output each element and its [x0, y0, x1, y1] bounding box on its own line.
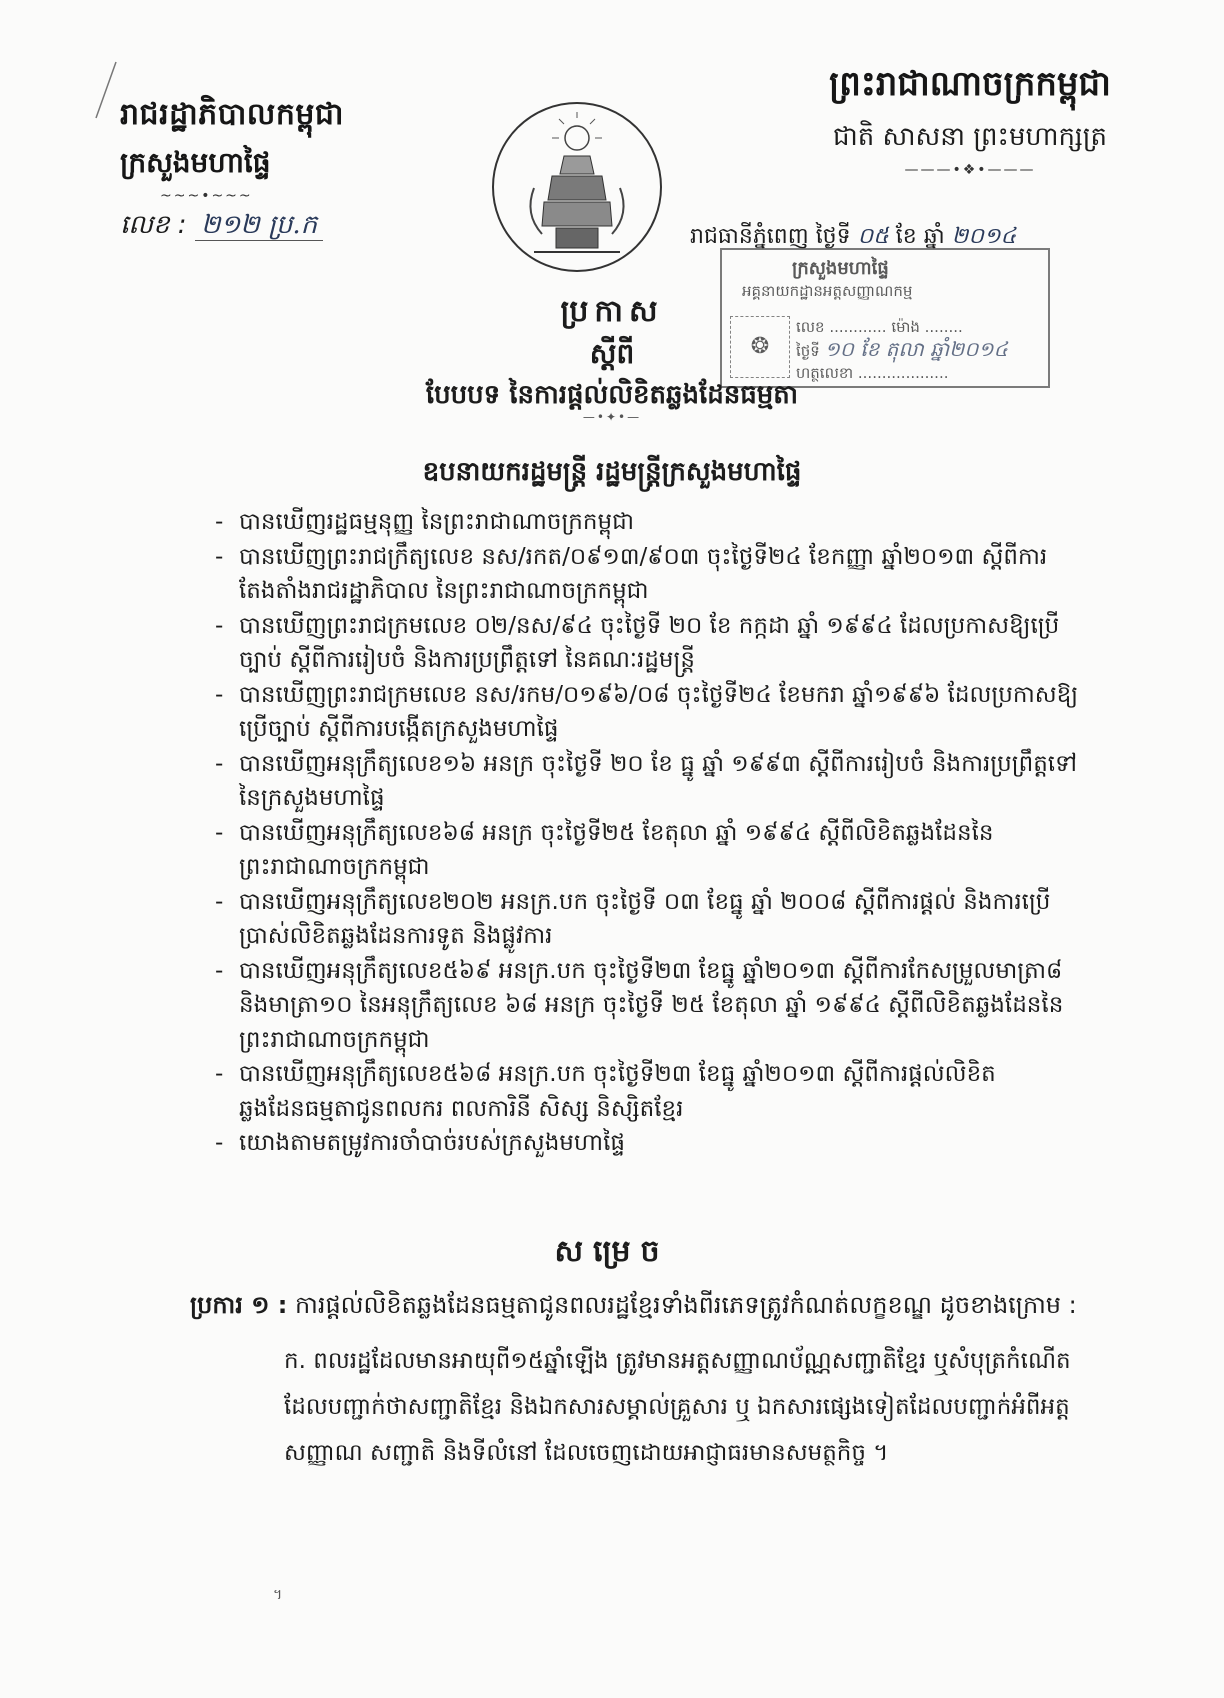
date-day: ០៥: [857, 224, 889, 249]
list-item: - បានឃើញអនុក្រឹត្យលេខ៥៦៩ អនក្រ.បក ចុះថ្ងៃទី២៣ ខែធ្នូ ឆ្នាំ២០១៣ ស្តីពីការកែសម្រួលមាត្រា៨ និងមាត្រា១០ នៃអនុក្រឹត្យលេខ ៦៨ អនក្រ ចុះថ្ងៃទី ២៥ ខែតុលា ឆ្នាំ ១៩៩៤ ស្តីពីលិខិតឆ្លងដែននៃព្រះរាជាណាចក្រកម្ពុជា: [215, 957, 1064, 1053]
kingdom-block: [770, 62, 1170, 178]
decision-heading: សម្រេច: [554, 1234, 670, 1269]
list-item-text: បានឃើញអនុក្រឹត្យលេខ៦៨ អនក្រ ចុះថ្ងៃទី២៥ ខែតុលា ឆ្នាំ ១៩៩៤ ស្តីពីលិខិតឆ្លងដែននៃព្រះរាជាណាចក្រកម្ពុជា: [239, 819, 994, 880]
list-item-text: បានឃើញអនុក្រឹត្យលេខ១៦ អនក្រ ចុះថ្ងៃទី ២០ ខែ ធ្នូ ឆ្នាំ ១៩៩៣ ស្តីពីការរៀបចំ និងការប្រព្រឹត្តទៅ នៃក្រសួងមហាផ្ទៃ: [239, 750, 1078, 811]
ornament: —•✦•—: [582, 410, 642, 424]
list-item-text: បានឃើញព្រះរាជក្រមលេខ ០២/នស/៩៤ ចុះថ្ងៃទី ២០ ខែ កក្កដា ឆ្នាំ ១៩៩៤ ដែលប្រកាសឱ្យប្រើច្បាប់ ស្តីពីការរៀបចំ និងការប្រព្រឹត្តទៅ នៃគណៈរដ្ឋមន្ត្រី: [239, 612, 1060, 673]
considerations-list: [215, 505, 1085, 1161]
article-1-item-a: ក. ពលរដ្ឋដែលមានអាយុពី១៥ឆ្នាំឡើង ត្រូវមានអត្តសញ្ញាណប័ណ្ណសញ្ជាតិខ្មែរ ឬសំបុត្រកំណើតដែលបញ្ជាក់ថាសញ្ជាតិខ្មែរ និងឯកសារសម្គាល់គ្រួសារ ឬ ឯកសារផ្សេងទៀតដែលបញ្ជាក់អំពីអត្តសញ្ញាណ សញ្ជាតិ និងទីលំនៅ ដែលចេញដោយអាជ្ញាធរមានសមត្ថកិច្ច ។: [284, 1348, 1071, 1466]
list-item: - បានឃើញអនុក្រឹត្យលេខ៦៨ អនក្រ ចុះថ្ងៃទី២៥ ខែតុលា ឆ្នាំ ១៩៩៤ ស្តីពីលិខិតឆ្លងដែននៃព្រះរាជាណាចក្រកម្ពុជា: [215, 819, 994, 880]
issuer-block: [120, 95, 380, 246]
list-item-text: បានឃើញអនុក្រឹត្យលេខ៥៦៨ អនក្រ.បក ចុះថ្ងៃទី២៣ ខែធ្នូ ឆ្នាំ២០១៣ ស្តីពីការផ្តល់លិខិតឆ្លងដែនធម្មតាជូនពលករ ពលការិនី សិស្ស និស្សិតខ្មែរ: [239, 1061, 996, 1122]
date-year-label: ឆ្នាំ: [923, 224, 945, 249]
kingdom-name: ព្រះរាជាណាចក្រកម្ពុជា: [829, 64, 1111, 104]
date-month-label: ខែ: [895, 224, 917, 249]
reference-value: ២១២ ប្រ.ក: [195, 210, 323, 241]
list-item: - យោងតាមតម្រូវការចាំបាច់របស់ក្រសួងមហាផ្ទៃ: [215, 1130, 625, 1156]
ministry-name: ក្រសួងមហាផ្ទៃ: [120, 146, 271, 179]
list-item-text: យោងតាមតម្រូវការចាំបាច់របស់ក្រសួងមហាផ្ទៃ: [239, 1130, 625, 1156]
article-text: ការផ្តល់លិខិតឆ្លងដែនធម្មតាជូនពលរដ្ឋខ្មែរទាំងពីរភេទត្រូវកំណត់លក្ខខណ្ឌ ដូចខាងក្រោម :: [294, 1291, 1077, 1319]
list-item: - បានឃើញព្រះរាជក្រមលេខ ០២/នស/៩៤ ចុះថ្ងៃទី ២០ ខែ កក្កដា ឆ្នាំ ១៩៩៤ ដែលប្រកាសឱ្យប្រើច្បាប់ ស្តីពីការរៀបចំ និងការប្រព្រឹត្តទៅ នៃគណៈរដ្ឋមន្ត្រី: [215, 612, 1060, 673]
title-about: ស្តីពី: [589, 337, 635, 370]
list-item: - បានឃើញព្រះរាជក្រឹត្យលេខ នស/រកត/០៩១៣/៩០៣ ចុះថ្ងៃទី២៤ ខែកញ្ញា ឆ្នាំ២០១៣ ស្តីពីការតែងតាំងរាជរដ្ឋាភិបាល នៃព្រះរាជាណាចក្រកម្ពុជា: [215, 543, 1048, 604]
list-item: - បានឃើញអនុក្រឹត្យលេខ៥៦៨ អនក្រ.បក ចុះថ្ងៃទី២៣ ខែធ្នូ ឆ្នាំ២០១៣ ស្តីពីការផ្តល់លិខិតឆ្លងដែនធម្មតាជូនពលករ ពលការិនី សិស្ស និស្សិតខ្មែរ: [215, 1061, 996, 1122]
list-item-text: បានឃើញរដ្ឋធម្មនុញ្ញ នៃព្រះរាជាណាចក្រកម្ពុជា: [239, 509, 634, 535]
stamp-date-label: ថ្ងៃទី: [796, 342, 820, 360]
date-place: រាជធានីភ្នំពេញ ថ្ងៃទី: [690, 224, 851, 249]
document-subject: បែបបទ នៃការផ្តល់លិខិតឆ្លងដែនធម្មតា: [425, 380, 799, 410]
article-1: [190, 1288, 1110, 1322]
stamp-line-number: លេខ ............ ម៉ោង ........: [796, 318, 963, 336]
reference-number: [120, 208, 380, 246]
government-name: រាជរដ្ឋាភិបាលកម្ពុជា: [120, 97, 344, 132]
stamp-line-signature: ហត្ថលេខា ...................: [796, 364, 949, 382]
date-year: ២០១៤: [951, 224, 1017, 249]
stamp-logo-icon: ❂: [730, 316, 790, 378]
list-item: - បានឃើញព្រះរាជក្រមលេខ នស/រកម/០១៩៦/០៨ ចុះថ្ងៃទី២៤ ខែមករា ឆ្នាំ១៩៩៦ ដែលប្រកាសឱ្យប្រើច្បាប់ ស្តីពីការបង្កើតក្រសួងមហាផ្ទៃ: [215, 681, 1079, 742]
list-item: - បានឃើញអនុក្រឹត្យលេខ១៦ អនក្រ ចុះថ្ងៃទី ២០ ខែ ធ្នូ ឆ្នាំ ១៩៩៣ ស្តីពីការរៀបចំ និងការប្រព្រឹត្តទៅ នៃក្រសួងមហាផ្ទៃ: [215, 750, 1078, 811]
royal-emblem-icon: [492, 102, 662, 272]
list-item-text: បានឃើញអនុក្រឹត្យលេខ៥៦៩ អនក្រ.បក ចុះថ្ងៃទី២៣ ខែធ្នូ ឆ្នាំ២០១៣ ស្តីពីការកែសម្រួលមាត្រា៨ និងមាត្រា១០ នៃអនុក្រឹត្យលេខ ៦៨ អនក្រ ចុះថ្ងៃទី ២៥ ខែតុលា ឆ្នាំ ១៩៩៤ ស្តីពីលិខិតឆ្លងដែននៃព្រះរាជាណាចក្រកម្ពុជា: [239, 957, 1064, 1053]
ornament: ~~~•~~~: [160, 188, 253, 204]
footer-mark: ។: [273, 1587, 283, 1603]
ornament: ———•❖•———: [904, 162, 1036, 178]
list-item-text: បានឃើញព្រះរាជក្រមលេខ នស/រកម/០១៩៦/០៨ ចុះថ្ងៃទី២៤ ខែមករា ឆ្នាំ១៩៩៦ ដែលប្រកាសឱ្យប្រើច្បាប់ ស្តីពីការបង្កើតក្រសួងមហាផ្ទៃ: [239, 681, 1079, 742]
list-item: - បានឃើញរដ្ឋធម្មនុញ្ញ នៃព្រះរាជាណាចក្រកម្ពុជា: [215, 509, 634, 535]
list-item-text: បានឃើញព្រះរាជក្រឹត្យលេខ នស/រកត/០៩១៣/៩០៣ ចុះថ្ងៃទី២៤ ខែកញ្ញា ឆ្នាំ២០១៣ ស្តីពីការតែងតាំងរាជរដ្ឋាភិបាល នៃព្រះរាជាណាចក្រកម្ពុជា: [239, 543, 1048, 604]
document-type: ប្រកាស: [560, 294, 664, 329]
list-item: - បានឃើញអនុក្រឹត្យលេខ២០២ អនក្រ.បក ចុះថ្ងៃទី ០៣ ខែធ្នូ ឆ្នាំ ២០០៨ ស្តីពីការផ្តល់ និងការប្រើប្រាស់លិខិតឆ្លងដែនការទូត និងផ្លូវការ: [215, 888, 1051, 949]
issuing-authority: ឧបនាយករដ្ឋមន្ត្រី រដ្ឋមន្ត្រីក្រសួងមហាផ្ទៃ: [422, 457, 802, 487]
stamp-subtitle: អគ្គនាយកដ្ឋានអត្តសញ្ញាណកម្ម: [742, 282, 913, 300]
article-label: ប្រការ ១ :: [190, 1291, 288, 1319]
reference-label: លេខ :: [120, 210, 187, 240]
list-item-text: បានឃើញអនុក្រឹត្យលេខ២០២ អនក្រ.បក ចុះថ្ងៃទី ០៣ ខែធ្នូ ឆ្នាំ ២០០៨ ស្តីពីការផ្តល់ និងការប្រើប្រាស់លិខិតឆ្លងដែនការទូត និងផ្លូវការ: [239, 888, 1051, 949]
stamp-date-value: ១០ ខែ តុលា ឆ្នាំ២០១៤: [824, 337, 1008, 361]
national-motto: ជាតិ សាសនា ព្រះមហាក្សត្រ: [833, 122, 1107, 152]
stamp-title: ក្រសួងមហាផ្ទៃ: [792, 258, 889, 279]
